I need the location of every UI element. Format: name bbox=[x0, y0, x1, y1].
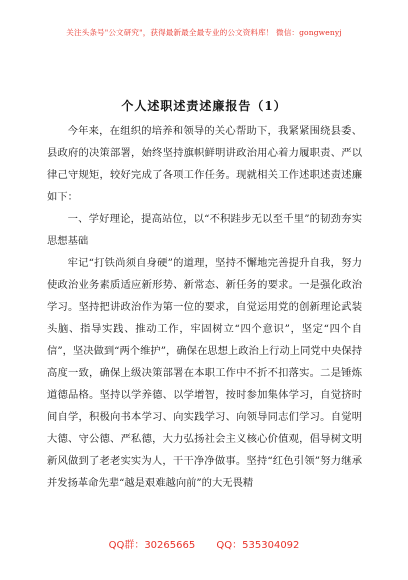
paragraph-intro: 今年来，在组织的培养和领导的关心帮助下，我紧紧围绕县委、县政府的决策部署，始终坚持旗帜鲜明讲政治用心着力履职责、严以律己守规矩，较好完成了各项工作任务。现就相关工作述职述责述廉如下： bbox=[47, 125, 362, 203]
document-title: 个人述职述责述廉报告（1） bbox=[121, 99, 287, 113]
qq-group-number: QQ群：30265665 bbox=[108, 540, 196, 551]
contact-footer bbox=[0, 536, 408, 551]
promo-header: 关注头条号"公文研究"，获得最新最全最专业的公文资料库！ 微信：gongwenyj bbox=[66, 28, 342, 37]
paragraph-body: 牢记“打铁尚须自身硬”的道理，坚持不懈地完善提升自我，努力使政治业务素质适应新形势、新常态、新任务的要求。一是强化政治学习。坚持把讲政治作为第一位的要求，自觉运用党的创新理论武装头脑、指导实践、推动工作，牢固树立“四个意识”，坚定“四个自信”，坚决做到“两个维护”，确保在思想上政治上行动上同党中央保持高度一致，确保上级决策部署在本职工作中不折不扣落实。二是锤炼道德品格。坚持以学养德、以学增智，按时参加集体学习，自觉挤时间自学，积极向书本学习、向实践学习、向领导同志们学习。自觉明大德、守公德、严私德，大力弘扬社会主义核心价值观，倡导树文明新风做到了老老实实为人，干干净净做事。坚持“红色引领”努力继承并发扬革命先辈“越是艰难越向前”的大无畏精 bbox=[47, 257, 362, 489]
section-heading: 一、学好理论，提高站位，以“不积跬步无以至千里”的韧劲夯实思想基础 bbox=[47, 213, 362, 247]
qq-number: QQ：535304092 bbox=[216, 540, 300, 551]
document-body bbox=[47, 120, 362, 494]
